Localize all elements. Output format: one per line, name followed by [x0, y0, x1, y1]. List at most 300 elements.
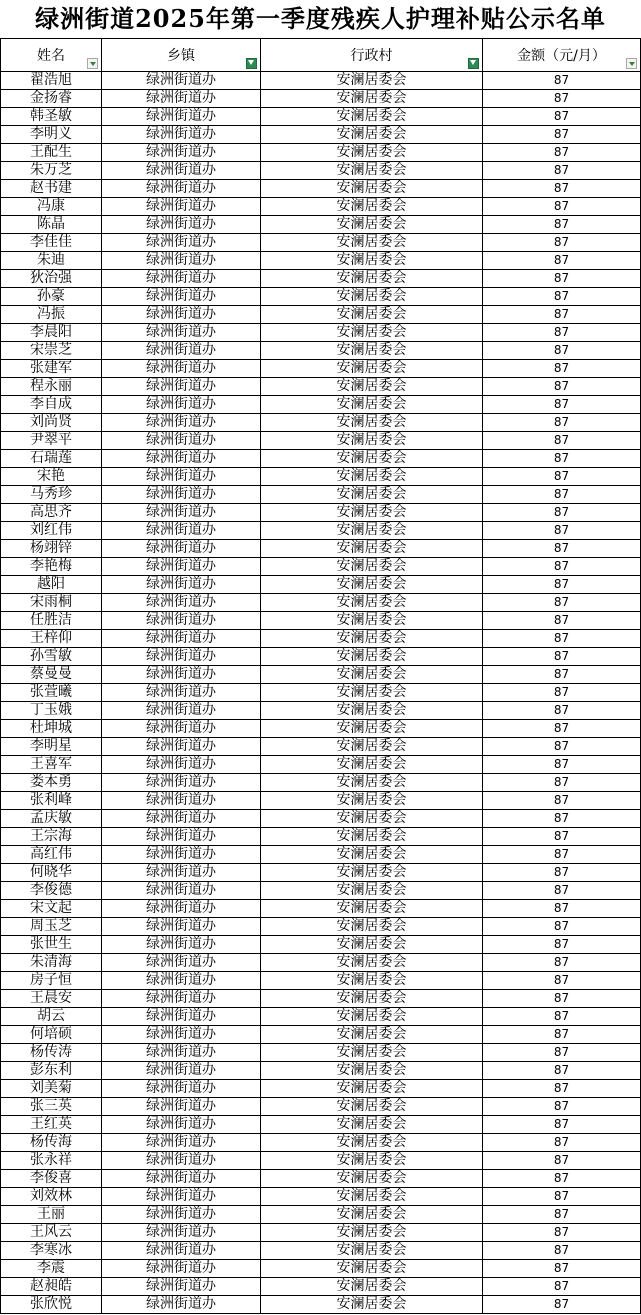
- cell-township[interactable]: 绿洲街道办: [102, 144, 261, 162]
- cell-township[interactable]: 绿洲街道办: [102, 792, 261, 810]
- cell-village[interactable]: 安澜居委会: [261, 522, 483, 540]
- cell-amount[interactable]: 87: [483, 774, 641, 792]
- cell-township[interactable]: 绿洲街道办: [102, 126, 261, 144]
- cell-township[interactable]: 绿洲街道办: [102, 90, 261, 108]
- cell-township[interactable]: 绿洲街道办: [102, 396, 261, 414]
- cell-village[interactable]: 安澜居委会: [261, 972, 483, 990]
- cell-amount[interactable]: 87: [483, 576, 641, 594]
- cell-name[interactable]: 王红英: [1, 1116, 102, 1134]
- cell-amount[interactable]: 87: [483, 432, 641, 450]
- cell-amount[interactable]: 87: [483, 198, 641, 216]
- cell-township[interactable]: 绿洲街道办: [102, 1260, 261, 1278]
- cell-township[interactable]: 绿洲街道办: [102, 756, 261, 774]
- cell-name[interactable]: 程永丽: [1, 378, 102, 396]
- cell-village[interactable]: 安澜居委会: [261, 540, 483, 558]
- cell-township[interactable]: 绿洲街道办: [102, 630, 261, 648]
- cell-township[interactable]: 绿洲街道办: [102, 1242, 261, 1260]
- cell-village[interactable]: 安澜居委会: [261, 738, 483, 756]
- cell-amount[interactable]: 87: [483, 450, 641, 468]
- cell-village[interactable]: 安澜居委会: [261, 1062, 483, 1080]
- table-row: [1, 828, 641, 846]
- table-row: [1, 576, 641, 594]
- cell-name[interactable]: 宋崇芝: [1, 342, 102, 360]
- cell-name[interactable]: 朱万芝: [1, 162, 102, 180]
- cell-amount[interactable]: 87: [483, 1242, 641, 1260]
- cell-name[interactable]: 李明义: [1, 126, 102, 144]
- cell-village[interactable]: 安澜居委会: [261, 774, 483, 792]
- cell-name[interactable]: 李晨阳: [1, 324, 102, 342]
- cell-amount[interactable]: 87: [483, 1224, 641, 1242]
- cell-amount[interactable]: 87: [483, 1098, 641, 1116]
- cell-name[interactable]: 李佳佳: [1, 234, 102, 252]
- cell-village[interactable]: 安澜居委会: [261, 486, 483, 504]
- cell-village[interactable]: 安澜居委会: [261, 648, 483, 666]
- cell-name[interactable]: 高思齐: [1, 504, 102, 522]
- cell-name[interactable]: 翟浩旭: [1, 72, 102, 90]
- cell-township[interactable]: 绿洲街道办: [102, 1152, 261, 1170]
- cell-name[interactable]: 张建军: [1, 360, 102, 378]
- table-row: [1, 306, 641, 324]
- cell-township[interactable]: 绿洲街道办: [102, 162, 261, 180]
- cell-township[interactable]: 绿洲街道办: [102, 504, 261, 522]
- cell-name[interactable]: 李艳梅: [1, 558, 102, 576]
- cell-township[interactable]: 绿洲街道办: [102, 1026, 261, 1044]
- cell-village[interactable]: 安澜居委会: [261, 954, 483, 972]
- cell-township[interactable]: 绿洲街道办: [102, 558, 261, 576]
- cell-village[interactable]: 安澜居委会: [261, 828, 483, 846]
- cell-amount[interactable]: 87: [483, 594, 641, 612]
- cell-village[interactable]: 安澜居委会: [261, 432, 483, 450]
- cell-village[interactable]: 安澜居委会: [261, 990, 483, 1008]
- cell-township[interactable]: 绿洲街道办: [102, 684, 261, 702]
- table-row: [1, 108, 641, 126]
- cell-amount[interactable]: 87: [483, 864, 641, 882]
- cell-amount[interactable]: 87: [483, 522, 641, 540]
- cell-township[interactable]: 绿洲街道办: [102, 270, 261, 288]
- cell-name[interactable]: 王喜军: [1, 756, 102, 774]
- cell-village[interactable]: 安澜居委会: [261, 792, 483, 810]
- cell-village[interactable]: 安澜居委会: [261, 504, 483, 522]
- cell-village[interactable]: 安澜居委会: [261, 342, 483, 360]
- cell-township[interactable]: 绿洲街道办: [102, 342, 261, 360]
- cell-amount[interactable]: 87: [483, 954, 641, 972]
- cell-village[interactable]: 安澜居委会: [261, 1224, 483, 1242]
- cell-village[interactable]: 安澜居委会: [261, 468, 483, 486]
- cell-name[interactable]: 张萱曦: [1, 684, 102, 702]
- cell-name[interactable]: 杜坤城: [1, 720, 102, 738]
- cell-village[interactable]: 安澜居委会: [261, 252, 483, 270]
- cell-amount[interactable]: 87: [483, 1260, 641, 1278]
- cell-township[interactable]: 绿洲街道办: [102, 882, 261, 900]
- cell-township[interactable]: 绿洲街道办: [102, 432, 261, 450]
- cell-village[interactable]: 安澜居委会: [261, 900, 483, 918]
- cell-township[interactable]: 绿洲街道办: [102, 324, 261, 342]
- cell-name[interactable]: 何培硕: [1, 1026, 102, 1044]
- cell-name[interactable]: 石瑞莲: [1, 450, 102, 468]
- table-row: [1, 90, 641, 108]
- cell-village[interactable]: 安澜居委会: [261, 810, 483, 828]
- cell-village[interactable]: 安澜居委会: [261, 450, 483, 468]
- cell-township[interactable]: 绿洲街道办: [102, 108, 261, 126]
- cell-village[interactable]: 安澜居委会: [261, 126, 483, 144]
- cell-name[interactable]: 胡云: [1, 1008, 102, 1026]
- cell-village[interactable]: 安澜居委会: [261, 1098, 483, 1116]
- cell-amount[interactable]: 87: [483, 1278, 641, 1296]
- cell-township[interactable]: 绿洲街道办: [102, 198, 261, 216]
- cell-amount[interactable]: 87: [483, 1008, 641, 1026]
- table-row: [1, 432, 641, 450]
- cell-village[interactable]: 安澜居委会: [261, 612, 483, 630]
- table-row: [1, 756, 641, 774]
- cell-name[interactable]: 韩圣敏: [1, 108, 102, 126]
- cell-amount[interactable]: 87: [483, 504, 641, 522]
- cell-village[interactable]: 安澜居委会: [261, 702, 483, 720]
- cell-village[interactable]: 安澜居委会: [261, 162, 483, 180]
- cell-township[interactable]: 绿洲街道办: [102, 1170, 261, 1188]
- cell-name[interactable]: 任胜洁: [1, 612, 102, 630]
- cell-township[interactable]: 绿洲街道办: [102, 486, 261, 504]
- cell-township[interactable]: 绿洲街道办: [102, 720, 261, 738]
- cell-amount[interactable]: 87: [483, 486, 641, 504]
- cell-amount[interactable]: 87: [483, 972, 641, 990]
- cell-village[interactable]: 安澜居委会: [261, 630, 483, 648]
- cell-amount[interactable]: 87: [483, 396, 641, 414]
- cell-township[interactable]: 绿洲街道办: [102, 918, 261, 936]
- cell-township[interactable]: 绿洲街道办: [102, 936, 261, 954]
- dropdown-arrow-icon[interactable]: [87, 58, 98, 69]
- cell-amount[interactable]: 87: [483, 72, 641, 90]
- cell-village[interactable]: 安澜居委会: [261, 414, 483, 432]
- cell-township[interactable]: 绿洲街道办: [102, 1206, 261, 1224]
- cell-name[interactable]: 陈晶: [1, 216, 102, 234]
- cell-village[interactable]: 安澜居委会: [261, 1044, 483, 1062]
- cell-name[interactable]: 宋艳: [1, 468, 102, 486]
- cell-amount[interactable]: 87: [483, 1152, 641, 1170]
- cell-village[interactable]: 安澜居委会: [261, 198, 483, 216]
- cell-township[interactable]: 绿洲街道办: [102, 1278, 261, 1296]
- cell-township[interactable]: 绿洲街道办: [102, 216, 261, 234]
- cell-township[interactable]: 绿洲街道办: [102, 990, 261, 1008]
- cell-township[interactable]: 绿洲街道办: [102, 288, 261, 306]
- subsidy-table: [0, 38, 641, 1314]
- cell-township[interactable]: 绿洲街道办: [102, 612, 261, 630]
- cell-township[interactable]: 绿洲街道办: [102, 360, 261, 378]
- cell-township[interactable]: 绿洲街道办: [102, 468, 261, 486]
- cell-amount[interactable]: 87: [483, 234, 641, 252]
- table-row: [1, 234, 641, 252]
- cell-amount[interactable]: 87: [483, 1296, 641, 1314]
- cell-village[interactable]: 安澜居委会: [261, 72, 483, 90]
- cell-name[interactable]: 宋文起: [1, 900, 102, 918]
- cell-village[interactable]: 安澜居委会: [261, 882, 483, 900]
- cell-amount[interactable]: 87: [483, 756, 641, 774]
- cell-township[interactable]: 绿洲街道办: [102, 738, 261, 756]
- cell-township[interactable]: 绿洲街道办: [102, 900, 261, 918]
- cell-village[interactable]: 安澜居委会: [261, 1152, 483, 1170]
- cell-village[interactable]: 安澜居委会: [261, 684, 483, 702]
- cell-name[interactable]: 孙雪敏: [1, 648, 102, 666]
- cell-name[interactable]: 刘美菊: [1, 1080, 102, 1098]
- cell-name[interactable]: 刘红伟: [1, 522, 102, 540]
- cell-name[interactable]: 王宗海: [1, 828, 102, 846]
- cell-village[interactable]: 安澜居委会: [261, 324, 483, 342]
- cell-township[interactable]: 绿洲街道办: [102, 180, 261, 198]
- cell-name[interactable]: 越阳: [1, 576, 102, 594]
- cell-amount[interactable]: 87: [483, 90, 641, 108]
- cell-amount[interactable]: 87: [483, 540, 641, 558]
- cell-name[interactable]: 朱清海: [1, 954, 102, 972]
- cell-village[interactable]: 安澜居委会: [261, 1296, 483, 1314]
- cell-amount[interactable]: 87: [483, 342, 641, 360]
- cell-amount[interactable]: 87: [483, 360, 641, 378]
- cell-village[interactable]: 安澜居委会: [261, 144, 483, 162]
- cell-amount[interactable]: 87: [483, 720, 641, 738]
- cell-village[interactable]: 安澜居委会: [261, 720, 483, 738]
- cell-amount[interactable]: 87: [483, 738, 641, 756]
- cell-name[interactable]: 赵书建: [1, 180, 102, 198]
- cell-township[interactable]: 绿洲街道办: [102, 1008, 261, 1026]
- cell-name[interactable]: 李震: [1, 1260, 102, 1278]
- cell-name[interactable]: 杨翊锌: [1, 540, 102, 558]
- table-row: [1, 216, 641, 234]
- cell-township[interactable]: 绿洲街道办: [102, 1134, 261, 1152]
- cell-village[interactable]: 安澜居委会: [261, 1008, 483, 1026]
- table-row: [1, 1026, 641, 1044]
- cell-name[interactable]: 张永祥: [1, 1152, 102, 1170]
- cell-township[interactable]: 绿洲街道办: [102, 846, 261, 864]
- cell-village[interactable]: 安澜居委会: [261, 1206, 483, 1224]
- cell-name[interactable]: 尹翠平: [1, 432, 102, 450]
- cell-amount[interactable]: 87: [483, 414, 641, 432]
- cell-name[interactable]: 杨传海: [1, 1134, 102, 1152]
- cell-amount[interactable]: 87: [483, 108, 641, 126]
- cell-amount[interactable]: 87: [483, 684, 641, 702]
- table-row: [1, 540, 641, 558]
- cell-village[interactable]: 安澜居委会: [261, 666, 483, 684]
- cell-amount[interactable]: 87: [483, 324, 641, 342]
- cell-village[interactable]: 安澜居委会: [261, 288, 483, 306]
- cell-amount[interactable]: 87: [483, 378, 641, 396]
- cell-name[interactable]: 杨传涛: [1, 1044, 102, 1062]
- cell-name[interactable]: 李寒冰: [1, 1242, 102, 1260]
- cell-township[interactable]: 绿洲街道办: [102, 252, 261, 270]
- cell-township[interactable]: 绿洲街道办: [102, 864, 261, 882]
- cell-village[interactable]: 安澜居委会: [261, 594, 483, 612]
- cell-township[interactable]: 绿洲街道办: [102, 1296, 261, 1314]
- cell-amount[interactable]: 87: [483, 810, 641, 828]
- cell-amount[interactable]: 87: [483, 1134, 641, 1152]
- cell-name[interactable]: 丁玉娥: [1, 702, 102, 720]
- cell-name[interactable]: 蔡曼曼: [1, 666, 102, 684]
- cell-township[interactable]: 绿洲街道办: [102, 594, 261, 612]
- cell-village[interactable]: 安澜居委会: [261, 378, 483, 396]
- cell-amount[interactable]: 87: [483, 846, 641, 864]
- cell-amount[interactable]: 87: [483, 1188, 641, 1206]
- cell-township[interactable]: 绿洲街道办: [102, 828, 261, 846]
- cell-township[interactable]: 绿洲街道办: [102, 1062, 261, 1080]
- cell-amount[interactable]: 87: [483, 900, 641, 918]
- cell-name[interactable]: 娄本勇: [1, 774, 102, 792]
- cell-amount[interactable]: 87: [483, 666, 641, 684]
- cell-name[interactable]: 宋雨桐: [1, 594, 102, 612]
- cell-village[interactable]: 安澜居委会: [261, 1080, 483, 1098]
- cell-amount[interactable]: 87: [483, 252, 641, 270]
- cell-name[interactable]: 王梓仰: [1, 630, 102, 648]
- cell-amount[interactable]: 87: [483, 612, 641, 630]
- cell-name[interactable]: 高红伟: [1, 846, 102, 864]
- cell-township[interactable]: 绿洲街道办: [102, 306, 261, 324]
- cell-village[interactable]: 安澜居委会: [261, 396, 483, 414]
- cell-amount[interactable]: 87: [483, 558, 641, 576]
- cell-name[interactable]: 彭东利: [1, 1062, 102, 1080]
- table-row: [1, 468, 641, 486]
- cell-name[interactable]: 何晓华: [1, 864, 102, 882]
- cell-name[interactable]: 王丽: [1, 1206, 102, 1224]
- cell-name[interactable]: 孙豪: [1, 288, 102, 306]
- cell-village[interactable]: 安澜居委会: [261, 846, 483, 864]
- cell-township[interactable]: 绿洲街道办: [102, 576, 261, 594]
- cell-township[interactable]: 绿洲街道办: [102, 234, 261, 252]
- cell-amount[interactable]: 87: [483, 306, 641, 324]
- cell-village[interactable]: 安澜居委会: [261, 1116, 483, 1134]
- cell-name[interactable]: 王晨安: [1, 990, 102, 1008]
- cell-village[interactable]: 安澜居委会: [261, 1242, 483, 1260]
- cell-amount[interactable]: 87: [483, 1170, 641, 1188]
- cell-township[interactable]: 绿洲街道办: [102, 1098, 261, 1116]
- cell-amount[interactable]: 87: [483, 162, 641, 180]
- cell-name[interactable]: 王风云: [1, 1224, 102, 1242]
- cell-amount[interactable]: 87: [483, 1026, 641, 1044]
- cell-township[interactable]: 绿洲街道办: [102, 450, 261, 468]
- cell-amount[interactable]: 87: [483, 702, 641, 720]
- cell-amount[interactable]: 87: [483, 828, 641, 846]
- filter-active-icon[interactable]: [246, 58, 257, 69]
- cell-amount[interactable]: 87: [483, 216, 641, 234]
- cell-township[interactable]: 绿洲街道办: [102, 1116, 261, 1134]
- cell-village[interactable]: 安澜居委会: [261, 1134, 483, 1152]
- cell-township[interactable]: 绿洲街道办: [102, 810, 261, 828]
- cell-name[interactable]: 房子恒: [1, 972, 102, 990]
- cell-village[interactable]: 安澜居委会: [261, 558, 483, 576]
- cell-village[interactable]: 安澜居委会: [261, 864, 483, 882]
- cell-name[interactable]: 张欣悦: [1, 1296, 102, 1314]
- table-row: [1, 720, 641, 738]
- cell-name[interactable]: 张世生: [1, 936, 102, 954]
- cell-amount[interactable]: 87: [483, 180, 641, 198]
- cell-village[interactable]: 安澜居委会: [261, 756, 483, 774]
- cell-amount[interactable]: 87: [483, 1062, 641, 1080]
- cell-township[interactable]: 绿洲街道办: [102, 522, 261, 540]
- cell-township[interactable]: 绿洲街道办: [102, 378, 261, 396]
- cell-village[interactable]: 安澜居委会: [261, 1278, 483, 1296]
- cell-amount[interactable]: 87: [483, 1044, 641, 1062]
- cell-township[interactable]: 绿洲街道办: [102, 72, 261, 90]
- cell-village[interactable]: 安澜居委会: [261, 918, 483, 936]
- cell-amount[interactable]: 87: [483, 1116, 641, 1134]
- cell-township[interactable]: 绿洲街道办: [102, 954, 261, 972]
- table-row: [1, 1116, 641, 1134]
- table-row: [1, 1224, 641, 1242]
- cell-amount[interactable]: 87: [483, 936, 641, 954]
- cell-name[interactable]: 李俊喜: [1, 1170, 102, 1188]
- cell-township[interactable]: 绿洲街道办: [102, 1044, 261, 1062]
- cell-name[interactable]: 刘尚贤: [1, 414, 102, 432]
- cell-village[interactable]: 安澜居委会: [261, 90, 483, 108]
- cell-amount[interactable]: 87: [483, 468, 641, 486]
- cell-village[interactable]: 安澜居委会: [261, 270, 483, 288]
- cell-name[interactable]: 周玉芝: [1, 918, 102, 936]
- cell-name[interactable]: 朱迪: [1, 252, 102, 270]
- filter-active-icon[interactable]: [468, 58, 479, 69]
- table-row: [1, 1206, 641, 1224]
- table-row: [1, 270, 641, 288]
- cell-amount[interactable]: 87: [483, 1080, 641, 1098]
- cell-township[interactable]: 绿洲街道办: [102, 1224, 261, 1242]
- cell-township[interactable]: 绿洲街道办: [102, 774, 261, 792]
- cell-amount[interactable]: 87: [483, 918, 641, 936]
- cell-name[interactable]: 冯康: [1, 198, 102, 216]
- cell-township[interactable]: 绿洲街道办: [102, 972, 261, 990]
- cell-township[interactable]: 绿洲街道办: [102, 702, 261, 720]
- cell-amount[interactable]: 87: [483, 126, 641, 144]
- cell-amount[interactable]: 87: [483, 648, 641, 666]
- cell-village[interactable]: 安澜居委会: [261, 1170, 483, 1188]
- table-row: [1, 1134, 641, 1152]
- cell-township[interactable]: 绿洲街道办: [102, 1080, 261, 1098]
- cell-village[interactable]: 安澜居委会: [261, 936, 483, 954]
- cell-name[interactable]: 金扬睿: [1, 90, 102, 108]
- cell-name[interactable]: 李俊德: [1, 882, 102, 900]
- cell-name[interactable]: 赵昶皓: [1, 1278, 102, 1296]
- cell-village[interactable]: 安澜居委会: [261, 576, 483, 594]
- cell-amount[interactable]: 87: [483, 630, 641, 648]
- cell-village[interactable]: 安澜居委会: [261, 108, 483, 126]
- cell-name[interactable]: 张三英: [1, 1098, 102, 1116]
- cell-amount[interactable]: 87: [483, 882, 641, 900]
- cell-name[interactable]: 王配生: [1, 144, 102, 162]
- cell-village[interactable]: 安澜居委会: [261, 1026, 483, 1044]
- cell-name[interactable]: 冯振: [1, 306, 102, 324]
- cell-amount[interactable]: 87: [483, 144, 641, 162]
- cell-name[interactable]: 李自成: [1, 396, 102, 414]
- cell-township[interactable]: 绿洲街道办: [102, 414, 261, 432]
- cell-name[interactable]: 狄治强: [1, 270, 102, 288]
- table-row: [1, 1044, 641, 1062]
- cell-name[interactable]: 张利峰: [1, 792, 102, 810]
- cell-village[interactable]: 安澜居委会: [261, 180, 483, 198]
- cell-amount[interactable]: 87: [483, 270, 641, 288]
- cell-village[interactable]: 安澜居委会: [261, 234, 483, 252]
- cell-township[interactable]: 绿洲街道办: [102, 666, 261, 684]
- cell-name[interactable]: 李明星: [1, 738, 102, 756]
- dropdown-arrow-icon[interactable]: [626, 58, 637, 69]
- cell-township[interactable]: 绿洲街道办: [102, 648, 261, 666]
- cell-name[interactable]: 马秀珍: [1, 486, 102, 504]
- cell-village[interactable]: 安澜居委会: [261, 306, 483, 324]
- cell-name[interactable]: 刘效林: [1, 1188, 102, 1206]
- cell-village[interactable]: 安澜居委会: [261, 360, 483, 378]
- cell-amount[interactable]: 87: [483, 1206, 641, 1224]
- cell-village[interactable]: 安澜居委会: [261, 1188, 483, 1206]
- cell-village[interactable]: 安澜居委会: [261, 1260, 483, 1278]
- cell-amount[interactable]: 87: [483, 288, 641, 306]
- cell-township[interactable]: 绿洲街道办: [102, 540, 261, 558]
- cell-township[interactable]: 绿洲街道办: [102, 1188, 261, 1206]
- cell-village[interactable]: 安澜居委会: [261, 216, 483, 234]
- cell-amount[interactable]: 87: [483, 792, 641, 810]
- cell-name[interactable]: 孟庆敏: [1, 810, 102, 828]
- cell-amount[interactable]: 87: [483, 990, 641, 1008]
